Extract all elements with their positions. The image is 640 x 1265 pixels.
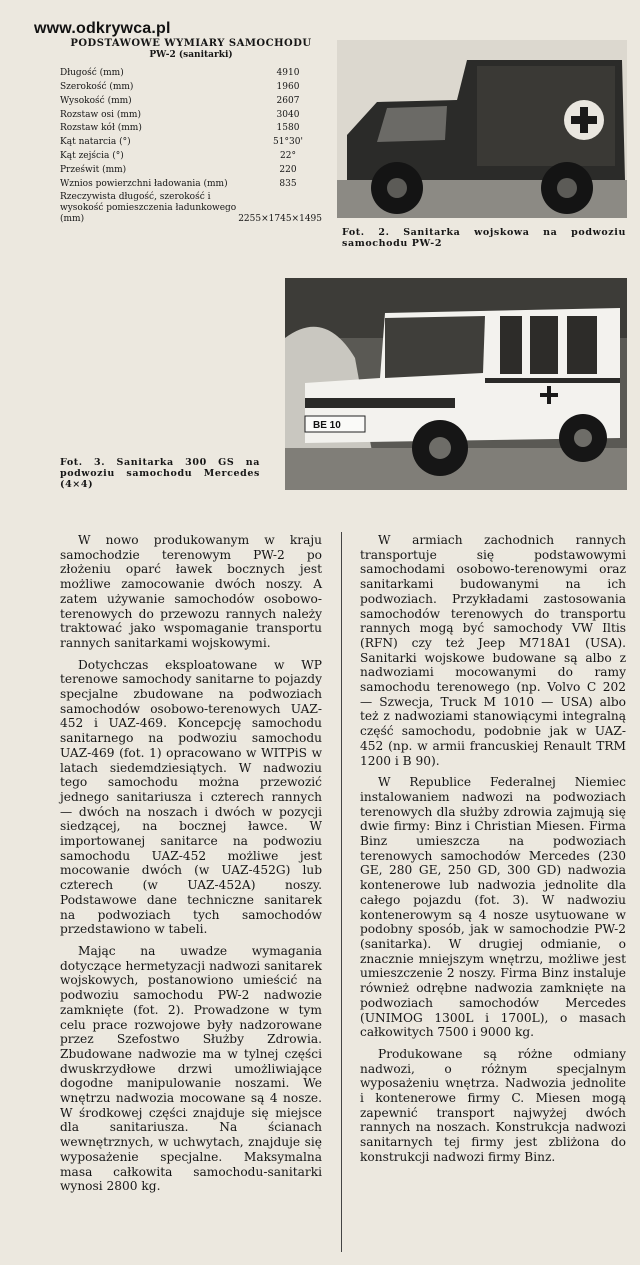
spec-row [60, 151, 322, 162]
paragraph: W Republice Federalnej Niemiec instalowaniem nadwozi na podwoziach terenowych dla służby zdrowia zajmują się dwie firmy: Binz i Christian Miesen. Firma Binz umieszcza na podwoziach terenowych samochodów Mercedes (230 GE, 280 GE, 250 GD, 300 GD) nadwozia kontenerowe lub nadwozia jednolite dla całego pojazdu (fot. 3). W nadwoziu kontenerowym są 4 nosze usytuowane w podobny sposób, jak w samochodzie PW-2 (sanitarka). W drugiej odmianie, o znacznie mniejszym wnętrzu, możliwe jest umieszczenie 2 noszy. Firma Binz instaluje również odrębne nadwozia zamknięte na podwoziach samochodów Mercedes (UNIMOG 1300L i 1700L), o masach całkowitych 7500 i 9000 kg. [360, 775, 626, 1040]
spec-value: 51°30' [273, 137, 303, 148]
paragraph: W nowo produkowanym w kraju samochodzie terenowym PW-2 po złożeniu oparć ławek bocznych jest możliwe zamocowanie dwóch noszy. A zatem używanie samochodów osobowo-terenowych do przewozu rannych należy traktować jako wspomaganie transportu rannych sanitarkami wojskowymi. [60, 533, 322, 650]
spec-label: Wysokość (mm) [60, 95, 132, 106]
spec-value: 4910 [276, 68, 300, 79]
spec-label: Kąt natarcia (°) [60, 137, 131, 148]
spec-row [60, 82, 322, 93]
mercedes-ambulance-photo [285, 278, 627, 490]
spec-value: 3040 [276, 109, 300, 120]
spec-label: Długość (mm) [60, 68, 124, 79]
spec-table-title: PODSTAWOWE WYMIARY SAMOCHODU [70, 38, 312, 49]
spec-row [60, 179, 322, 190]
column-divider [341, 532, 342, 1252]
spec-row [60, 165, 322, 176]
spec-row [60, 110, 322, 121]
spec-row [60, 96, 322, 107]
military-ambulance-icon [337, 40, 627, 218]
spec-value: 2607 [276, 95, 300, 106]
spec-row [60, 192, 322, 224]
paragraph: Mając na uwadze wymagania dotyczące hermetyzacji nadwozi sanitarek wojskowych, postanowiono umieścić na podwoziu samochodu PW-2 nadwozie zamknięte (fot. 2). Prowadzone w tym celu prace rozwojowe były nadzorowane przez Szefostwo Służby Zdrowia. Zbudowane nadwozie ma w tylnej części dwuskrzydłowe drzwi umożliwiające dogodne manipulowanie noszami. We wnętrzu nadwozia mocowane są 4 nosze. W środkowej części znajduje się miejsce dla sanitariusza. Na ścianach wewnętrznych, w uchwytach, znajduje się wyposażenie specjalne. Maksymalna masa całkowita samochodu-sanitarki wynosi 2800 kg. [60, 943, 322, 1194]
article-right-column [360, 533, 626, 1172]
military-ambulance-photo [337, 40, 627, 218]
mercedes-ambulance-icon [285, 278, 627, 490]
spec-row [60, 137, 322, 148]
article-left-column [60, 533, 322, 1201]
spec-label: Rzeczywista długość, szerokość i wysokość pomieszczenia ładunkowego (mm) [60, 192, 237, 225]
watermark: www.odkrywca.pl [34, 20, 171, 37]
photo-caption-fot2: Fot. 2. Sanitarka wojskowa na podwoziu samochodu PW-2 [342, 227, 626, 249]
photo-caption-fot3: Fot. 3. Sanitarka 300 GS na podwoziu samochodu Mercedes (4×4) [60, 457, 260, 490]
spec-row [60, 68, 322, 79]
spec-label: Rozstaw osi (mm) [60, 109, 141, 120]
spec-value: 22° [280, 151, 296, 162]
spec-row [60, 123, 322, 134]
spec-value: 1960 [276, 82, 300, 93]
paragraph: Dotychczas eksploatowane w WP terenowe samochody sanitarne to pojazdy specjalne zbudowane na podwoziach samochodów osobowo-terenowych UAZ-452 i UAZ-469. Koncepcję samochodu sanitarnego na podwoziu samochodu UAZ-469 (fot. 1) opracowano w WITPiS w latach siedemdziesiątych. W nadwoziu tego samochodu można przewozić jednego sanitariusza i czterech rannych — dwóch na noszach i dwóch w pozycji siedzącej, na bocznej ławce. W importowanej sanitarce na podwoziu samochodu UAZ-452 możliwe jest mocowanie dwóch (w UAZ-452G) lub czterech (w UAZ-452A) noszy. Podstawowe dane techniczne sanitarek na podwoziach tych samochodów przedstawiono w tabeli. [60, 657, 322, 937]
spec-value: 220 [279, 164, 297, 175]
spec-label: Prześwit (mm) [60, 164, 127, 175]
spec-value: 2255×1745×1495 [238, 214, 322, 225]
spec-label: Rozstaw kół (mm) [60, 123, 142, 134]
paragraph: W armiach zachodnich rannych transportuje się podstawowymi samochodami osobowo-terenowymi oraz sanitarkami budowanymi na ich podwoziach. Przykładami zastosowania samochodów terenowych do transportu rannych mogą być samochody VW Iltis (RFN) czy też Jeep M718A1 (USA). Sanitarki wojskowe budowane są albo z nadwoziami mocowanymi do ramy samochodu terenowego (np. Volvo C 202 — Szwecja, Truck M 1010 — USA) albo też z nadwoziami stanowiącymi integralną część samochodu, podobnie jak w UAZ-452 (np. w armii francuskiej Renault TRM 1200 i B 90). [360, 533, 626, 768]
spec-value: 835 [279, 178, 297, 189]
spec-table-subtitle: PW-2 (sanitarki) [149, 49, 233, 60]
spec-label: Szerokość (mm) [60, 82, 134, 93]
spec-label: Kąt zejścia (°) [60, 151, 124, 162]
license-plate-text: BE 10 [313, 420, 341, 431]
spec-value: 1580 [276, 123, 300, 134]
paragraph: Produkowane są różne odmiany nadwozi, o różnym specjalnym wyposażeniu wnętrza. Nadwozia jednolite i kontenerowe firmy C. Miesen mogą zapewnić transport najwyżej dwóch rannych na noszach. Konstrukcja nadwozi sanitarnych tej firmy jest zbliżona do konstrukcji nadwozi firmy Binz. [360, 1046, 626, 1164]
spec-table [60, 38, 322, 228]
spec-label: Wznios powierzchni ładowania (mm) [60, 178, 228, 189]
